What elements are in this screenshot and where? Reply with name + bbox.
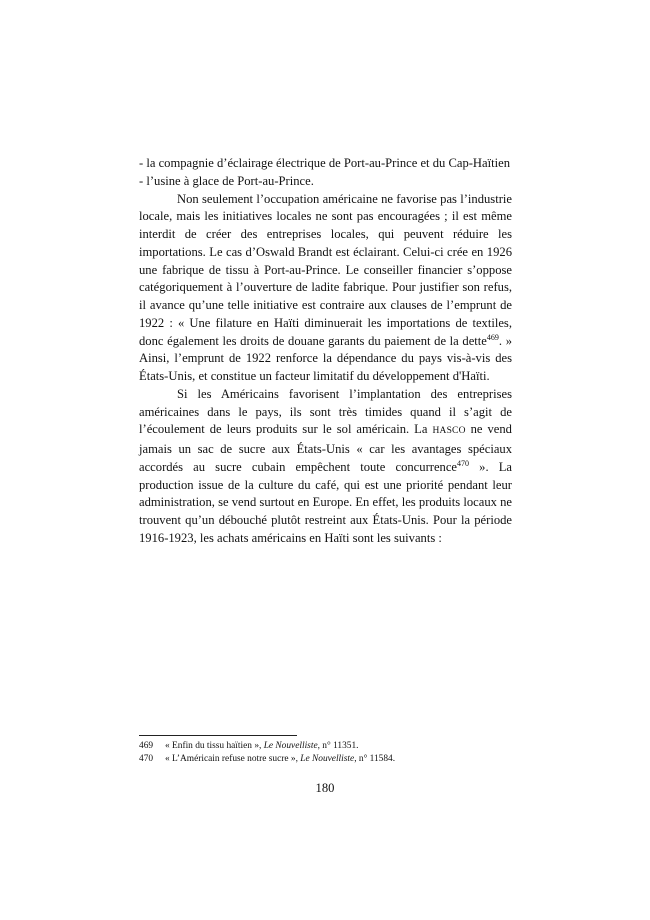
footnote-number: 470 xyxy=(139,754,154,764)
footnote-text: , n° 11351. xyxy=(317,741,359,751)
list-item-ice-factory: - l’usine à glace de Port-au-Prince. xyxy=(139,173,314,188)
paragraph-industry xyxy=(139,191,512,386)
body-text xyxy=(139,155,512,548)
page-number: 180 xyxy=(315,781,335,795)
footnotes xyxy=(139,740,512,766)
footnote-source: Le Nouvelliste xyxy=(263,741,318,751)
paragraph-text: Si les Américains favorisent l’implantation des entreprises américaines dans le pays, ils sont très timides quand il s’agit de l’écoulement de leurs produits sur le sol américain. La xyxy=(139,386,512,437)
paragraph-text: . » Ainsi, l’emprunt de 1922 renforce la dépendance du pays vis-à-vis des États-Unis, et constitue un facteur limitatif du développement d'Haïti. xyxy=(139,333,513,383)
footnote-separator xyxy=(139,735,297,736)
footnote-text: « L’Américain refuse notre sucre », xyxy=(165,754,301,764)
footnote-470 xyxy=(139,753,512,766)
list-item-electric-company: - la compagnie d’éclairage électrique de Port-au-Prince et du Cap-Haïtien xyxy=(139,156,510,170)
footnote-number: 469 xyxy=(139,741,154,751)
paragraph-trade xyxy=(139,386,512,548)
footnote-reference-470: 470 xyxy=(457,458,470,468)
footnote-source: Le Nouvelliste xyxy=(300,754,355,764)
footnote-reference-469: 469 xyxy=(486,332,499,342)
paragraph-text: Non seulement l’occupation américaine ne favorise pas l’industrie locale, mais les initiatives locales ne sont pas encouragées ; il est même interdit de créer des entreprises locales, qui peuvent réduire les importations. Le cas d’Oswald Brandt est éclairant. Celui-ci crée en 1926 une fabrique de tissu à Port-au-Prince. Le conseiller financier s’oppose catégoriquement à l’ouverture de ladite fabrique. Pour justifier son refus, il avance qu’une telle initiative est contraire aux clauses de l’emprunt de 1922 : « Une filature en Haïti diminuerait les importations de textiles, donc également les droits de douane garants du paiement de la dette xyxy=(139,191,512,348)
footnote-text: « Enfin du tissu haïtien », xyxy=(165,741,264,751)
paragraph-text: ne vend jamais un sac de sucre aux États-Unis « car les avantages spéciaux accordés au sucre cubain empêchent toute concurrence xyxy=(139,422,512,474)
hasco-acronym: HASCO xyxy=(432,426,466,437)
footnote-469 xyxy=(139,740,512,753)
footnote-text: , n° 11584. xyxy=(354,754,396,764)
paragraph-text: ». La production issue de la culture du café, qui est une priorité pendant leur administration, se vend surtout en Europe. En effet, les produits locaux ne trouvent qu’un débouché plutôt restreint aux États-Unis. Pour la période 1916-1923, les achats américains en Haïti sont les suivants : xyxy=(139,459,512,545)
